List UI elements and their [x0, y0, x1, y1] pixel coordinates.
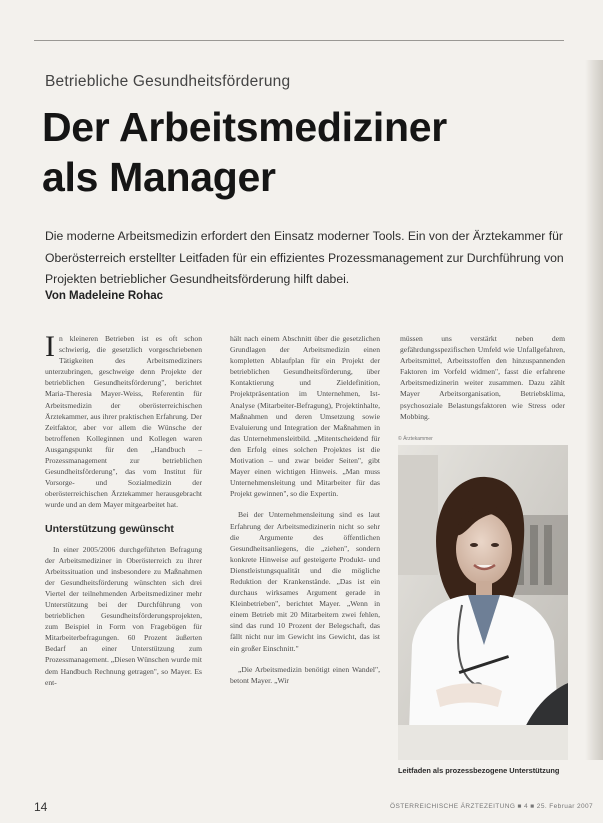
page-number: 14 [34, 800, 48, 814]
column-2-paragraph-1: hält nach einem Abschnitt über die gesetzlichen Grundlagen der Arbeitsmedizin einen kompletten Ablaufplan für ein Projekt der betrieblichen Gesundheitsförderung, über Kontaktierung und Zieldefinition, Projektpräsentation im Unternehmen, Ist-Analyse (Mitarbeiter-Befragung), Projektinhalte, Maßnahmen und deren Umsetzung sowie Evaluierung und Integration der Maßnahmen in das Unternehmensleitbild. „Mitentscheidend für den Erfolg eines solchen Projektes ist die Motivation – und zwar beider Seiten", gibt Mayer einen wichtigen Hinweis. „Man muss Unternehmensleitung und Mitarbeiter für das Projekt gewinnen", so die Expertin. [230, 334, 380, 499]
photo-credit: © Ärztekammer [398, 436, 433, 442]
top-rule [34, 40, 564, 41]
article-column-2 [230, 333, 380, 686]
subheading: Unterstützung gewünscht [45, 522, 174, 535]
headline-line-1: Der Arbeitsmediziner [42, 104, 447, 150]
doctor-illustration [398, 445, 568, 760]
photo-caption: Leitfaden als prozessbezogene Unterstützung [398, 766, 560, 775]
section-kicker: Betriebliche Gesundheitsförderung [45, 73, 291, 90]
page-edge-shadow [585, 60, 603, 760]
column-2-paragraph-2: Bei der Unternehmensleitung sind es laut Erfahrung der Arbeitsmedizinerin nicht so sehr die Argumente des öffentlichen Gesundheitsanliegens, die „ziehen", sondern konkrete Hinweise auf gesteigerte Produkt- und Dienstleistungsqualität und die mögliche Reduktion der Krankenstände. „Das ist ein durchaus wirksames Argument gerade in Kleinbetrieben", berichtet Mayer. „Wenn in einem Betrieb mit 20 Mitarbeitern zwei fehlen, sind das rund 10 Prozent der Belegschaft, das fällt nicht nur im Gewicht ins Gewicht, das ist ein großer Einschnitt." [230, 510, 380, 653]
column-3-paragraph-1: müssen uns verstärkt neben dem gefährdungsspezifischen Umfeld wie Unfallgefahren, Arbeitsmittel, Arbeitsstoffen den hinzuspannenden Faktoren im Vorfeld widmen", fasst die erfahrene Arbeitsmedizinerin weiter zusammen. Dazu zählt Mayer Arbeitsorganisation, Betriebsklima, psychosoziale Belastungsfaktoren wie Stress oder Mobbing. [400, 334, 565, 421]
column-2-paragraph-3: „Die Arbeitsmedizin benötigt einen Wandel", betont Mayer. „Wir [230, 664, 380, 685]
headline [42, 102, 447, 202]
column-1-text-1: n kleineren Betrieben ist es oft schon schwierig, die gesetzlich vorgeschriebenen Tätigkeiten des Arbeitsmediziners unterzubringen, geschweige denn Projekte der betrieblichen Gesundheitsförderung", berichtet Maria-Theresia Mayer-Weiss, Referentin für Arbeitsmedizin der oberösterreichischen Ärztekammer, aus ihrer praktischen Erfahrung. Der Zeitfaktor, aber vor allem die Wünsche der betroffenen Kolleginnen und Kollegen waren Ausgangspunkt für den „Handbuch – Prozessmanagement zur betrieblichen Gesundheitsförderung", das vom Institut für Vorsorge- und Sozialmedizin der oberösterreichischen Ärztekammer herausgebracht wurde und an dem Mayer mitgearbeitet hat. [45, 334, 202, 510]
article-column-1 [45, 330, 202, 688]
drop-cap: I [45, 330, 55, 363]
column-1-paragraph-2: In einer 2005/2006 durchgeführten Befragung der Arbeitsmediziner in Oberösterreich zu ihrer Arbeitssituation und insbesondere zu Maßnahmen der Gesundheitsförderung wünschten sich drei Viertel der teilnehmenden Arbeitsmediziner mehr Unterstützung bei der Durchführung von betrieblichen Gesundheitsförderungsprojekten, zum Beispiel in Form von Fragebögen für Mitarbeiterbefragungen. 60 Prozent äußerten Bedarf an einer Unterstützung zum Prozessmanagement. „Diesen Wünschen wurde mit dem Handbuch Rechnung getragen", so Mayer. Es ent- [45, 544, 202, 687]
doctor-photo [398, 445, 568, 760]
article-column-3 [400, 333, 565, 422]
author-byline: Von Madeleine Rohac [45, 290, 164, 302]
headline-line-2: als Manager [42, 154, 276, 200]
publication-footer: ÖSTERREICHISCHE ÄRZTEZEITUNG ■ 4 ■ 25. Februar 2007 [390, 803, 594, 810]
lead-paragraph: Die moderne Arbeitsmedizin erfordert den Einsatz moderner Tools. Ein von der Ärztekammer für Oberösterreich erstellter Leitfaden für ein effizientes Prozessmanagement zur Durchführung von Projekten betrieblicher Gesundheitsförderung hilft dabei. [45, 229, 564, 287]
column-1-paragraph-1 [45, 330, 202, 511]
